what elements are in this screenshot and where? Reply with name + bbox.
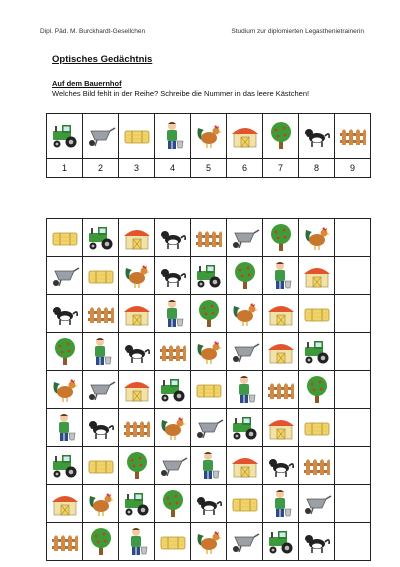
farmer-icon [83,336,118,368]
grid-picture-cell [47,409,83,447]
fence-icon [191,225,226,251]
grid-picture-cell [155,409,191,447]
legend-number: 1 [47,159,83,178]
grid-picture-cell [191,409,227,447]
grid-picture-cell [47,485,83,523]
grid-picture-cell [227,219,263,257]
grid-picture-cell [263,371,299,409]
grid-picture-cell [263,219,299,257]
farmer-icon [155,298,190,330]
grid-row [47,409,371,447]
dog-icon [263,453,298,479]
legend-picture-cell [155,114,191,159]
grid-picture-cell [119,333,155,371]
legend-picture-cell [227,114,263,159]
tree-icon [227,261,262,291]
grid-picture-cell [83,485,119,523]
legend-number: 6 [227,159,263,178]
legend-picture-cell [191,114,227,159]
answer-box[interactable] [335,219,371,257]
header-course: Studium zur diplomierten Legasthenietrainerin [231,28,364,35]
tree-icon [83,527,118,557]
grid-picture-cell [47,257,83,295]
tractor-icon [263,529,298,555]
barn-icon [47,490,82,518]
grid-picture-cell [191,447,227,485]
tractor-icon [47,453,82,479]
tractor-icon [119,491,154,517]
barn-icon [227,452,262,480]
legend-number: 4 [155,159,191,178]
farmer-icon [155,120,190,152]
grid-picture-cell [263,295,299,333]
legend-picture-cell [83,114,119,159]
answer-box[interactable] [335,333,371,371]
tractor-icon [227,415,262,441]
grid-picture-cell [191,295,227,333]
grid-picture-cell [155,219,191,257]
farmer-icon [263,260,298,292]
grid-picture-cell [191,523,227,561]
grid-row [47,485,371,523]
grid-picture-cell [155,333,191,371]
grid-picture-cell [227,295,263,333]
grid-picture-cell [263,409,299,447]
grid-picture-cell [47,219,83,257]
grid-row [47,447,371,485]
dog-icon [47,301,82,327]
wheelbarrow-icon [227,225,262,251]
answer-box[interactable] [335,409,371,447]
grid-picture-cell [47,371,83,409]
grid-picture-cell [47,295,83,333]
legend-picture-cell [263,114,299,159]
rooster-icon [119,262,154,290]
grid-picture-cell [299,523,335,561]
grid-picture-cell [119,219,155,257]
tree-icon [155,489,190,519]
grid-picture-cell [155,485,191,523]
grid-picture-cell [191,219,227,257]
wheelbarrow-icon [83,377,118,403]
hay-bale-icon [191,377,226,403]
dog-icon [299,529,334,555]
tree-icon [47,337,82,367]
legend-number: 7 [263,159,299,178]
hay-bale-icon [299,301,334,327]
rooster-icon [191,528,226,556]
farmer-icon [191,450,226,482]
grid-picture-cell [83,219,119,257]
grid-picture-cell [227,523,263,561]
grid-picture-cell [119,371,155,409]
tree-icon [263,223,298,253]
wheelbarrow-icon [227,339,262,365]
grid-picture-cell [83,409,119,447]
grid-picture-cell [227,333,263,371]
tractor-icon [155,377,190,403]
grid-picture-cell [227,485,263,523]
legend-number: 2 [83,159,119,178]
fence-icon [119,415,154,441]
tractor-icon [83,225,118,251]
rooster-icon [227,300,262,328]
wheelbarrow-icon [83,123,118,149]
hay-bale-icon [155,529,190,555]
grid-row [47,219,371,257]
wheelbarrow-icon [227,529,262,555]
grid-picture-cell [155,257,191,295]
instruction-text: Welches Bild fehlt in der Reihe? Schreibe die Nummer in das leere Kästchen! [52,89,310,98]
answer-box[interactable] [335,485,371,523]
hay-bale-icon [47,225,82,251]
grid-picture-cell [299,371,335,409]
grid-picture-cell [227,371,263,409]
tractor-icon [47,123,82,149]
barn-icon [227,122,262,150]
grid-picture-cell [119,485,155,523]
grid-picture-cell [299,409,335,447]
wheelbarrow-icon [191,415,226,441]
worksheet-subtitle: Auf dem Bauernhof [52,79,122,88]
grid-picture-cell [227,257,263,295]
hay-bale-icon [299,415,334,441]
grid-picture-cell [155,371,191,409]
farmer-icon [119,526,154,558]
tractor-icon [191,263,226,289]
legend-number: 3 [119,159,155,178]
barn-icon [263,414,298,442]
barn-icon [299,262,334,290]
grid-picture-cell [83,333,119,371]
fence-icon [263,377,298,403]
answer-box[interactable] [335,257,371,295]
grid-picture-cell [83,257,119,295]
farmer-icon [47,412,82,444]
dog-icon [119,339,154,365]
rooster-icon [191,122,226,150]
grid-picture-cell [299,295,335,333]
barn-icon [263,338,298,366]
grid-picture-cell [155,295,191,333]
answer-box[interactable] [335,295,371,333]
barn-icon [119,376,154,404]
exercise-grid [46,218,371,561]
tree-icon [299,375,334,405]
answer-box[interactable] [335,447,371,485]
grid-picture-cell [83,523,119,561]
fence-icon [155,339,190,365]
worksheet-title: Optisches Gedächtnis [52,54,153,65]
legend-table [46,113,371,178]
barn-icon [119,224,154,252]
fence-icon [299,453,334,479]
legend-number: 8 [299,159,335,178]
hay-bale-icon [227,491,262,517]
grid-picture-cell [263,447,299,485]
barn-icon [119,300,154,328]
answer-box[interactable] [335,371,371,409]
grid-picture-cell [191,371,227,409]
grid-picture-cell [191,333,227,371]
tree-icon [263,121,298,151]
grid-picture-cell [191,257,227,295]
fence-icon [83,301,118,327]
answer-box[interactable] [335,523,371,561]
grid-row [47,333,371,371]
grid-picture-cell [227,447,263,485]
legend-picture-cell [47,114,83,159]
rooster-icon [191,338,226,366]
grid-picture-cell [83,295,119,333]
dog-icon [155,263,190,289]
tree-icon [191,299,226,329]
hay-bale-icon [119,123,154,149]
rooster-icon [47,376,82,404]
grid-picture-cell [119,257,155,295]
farmer-icon [263,488,298,520]
rooster-icon [83,490,118,518]
barn-icon [263,300,298,328]
grid-picture-cell [47,333,83,371]
grid-picture-cell [227,409,263,447]
grid-row [47,371,371,409]
legend-picture-cell [119,114,155,159]
grid-picture-cell [191,485,227,523]
wheelbarrow-icon [47,263,82,289]
wheelbarrow-icon [299,491,334,517]
grid-picture-cell [263,485,299,523]
dog-icon [299,123,334,149]
grid-picture-cell [263,333,299,371]
wheelbarrow-icon [155,453,190,479]
rooster-icon [299,224,334,252]
grid-picture-cell [119,409,155,447]
grid-picture-cell [47,523,83,561]
legend-number: 5 [191,159,227,178]
grid-picture-cell [155,523,191,561]
fence-icon [47,529,82,555]
legend-number: 9 [335,159,371,178]
grid-picture-cell [299,447,335,485]
grid-picture-cell [83,447,119,485]
grid-picture-cell [119,523,155,561]
grid-picture-cell [299,257,335,295]
grid-picture-cell [47,447,83,485]
fence-icon [335,123,370,149]
tree-icon [119,451,154,481]
hay-bale-icon [83,453,118,479]
grid-row [47,295,371,333]
grid-picture-cell [299,485,335,523]
dog-icon [155,225,190,251]
grid-picture-cell [263,523,299,561]
rooster-icon [155,414,190,442]
grid-picture-cell [83,371,119,409]
grid-picture-cell [299,333,335,371]
hay-bale-icon [83,263,118,289]
dog-icon [191,491,226,517]
dog-icon [83,415,118,441]
tractor-icon [299,339,334,365]
grid-picture-cell [263,257,299,295]
grid-row [47,523,371,561]
header-author: Dipl. Päd. M. Burckhardt-Gesellchen [40,28,146,35]
legend-picture-cell [299,114,335,159]
legend-picture-cell [335,114,371,159]
grid-picture-cell [119,447,155,485]
farmer-icon [227,374,262,406]
grid-picture-cell [155,447,191,485]
grid-picture-cell [299,219,335,257]
grid-picture-cell [119,295,155,333]
grid-row [47,257,371,295]
